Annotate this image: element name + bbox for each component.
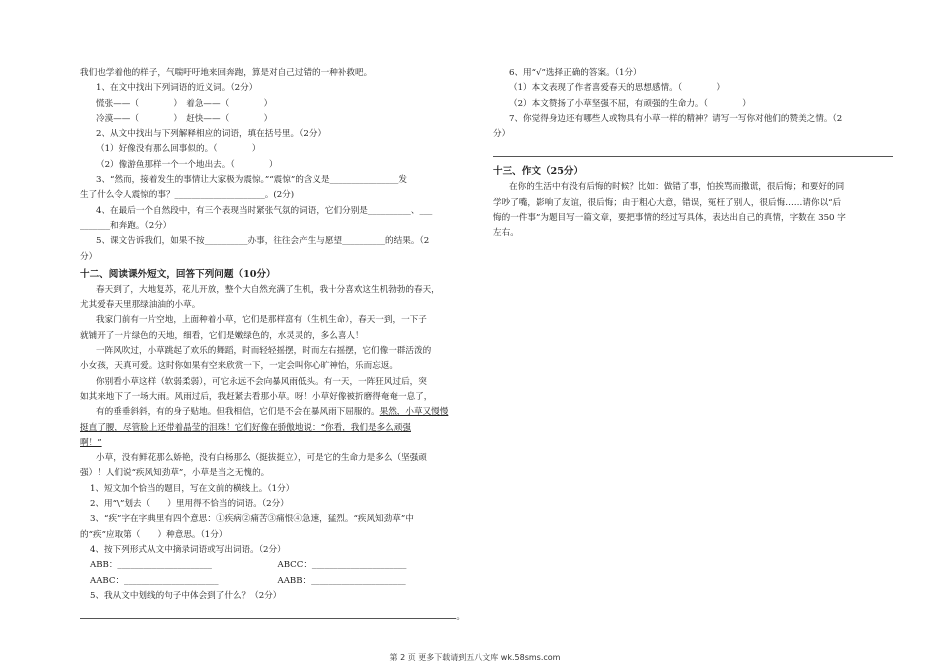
section-13-title: 十三、作文（25分）: [493, 166, 584, 178]
reading-question-line: 分）: [80, 251, 98, 262]
pattern-row: [80, 558, 465, 573]
pattern-aabc[interactable]: AABC：______________________: [90, 575, 219, 586]
reading-question-line: 2、用“\”划去（ ）里用得不恰当的词语。（2分）: [90, 499, 289, 510]
reading-question-line: 3、“疾”字在字典里有四个意思：①疾病②痛苦③痛恨④急速，猛烈。“疾风知劲草”中: [90, 514, 414, 525]
reading-question-line: 4、按下列形式从文中摘录词语或写出词语。（2分）: [90, 544, 286, 555]
reading-question-line: 2、从文中找出与下列解释相应的词语，填在括号里。（2分）: [96, 129, 327, 140]
reading-question-line: _______和奔跑。（2分）: [80, 220, 172, 231]
passage-line: 尤其爱春天里那绿油油的小草。: [80, 300, 201, 311]
pattern-abcc[interactable]: ABCC：______________________: [277, 560, 407, 571]
reading-question-line: 我们也学着他的样子，气喘吁吁地来回奔跑，算是对自己过错的一种补救吧。: [80, 68, 373, 78]
passage-line: 强）！人们说“疾风知劲草”，小草是当之无愧的。: [80, 468, 270, 479]
question-7-continued: 分）: [493, 129, 511, 140]
underlined-sentence: 果然，小草又慢慢: [379, 407, 449, 418]
passage-ending: [80, 451, 465, 482]
question-7: 7、你觉得身边还有哪些人或物具有小草一样的精神？请写一写你对他们的赞美之情。（2: [509, 113, 843, 124]
passage-paragraph-line: [80, 405, 465, 420]
reading-passage: [80, 283, 465, 405]
left-column: [80, 66, 465, 625]
reading-question-line: 1、在文中找出下列词语的近义词。（2分）: [96, 83, 258, 94]
answer-line-row: [80, 604, 465, 625]
section-12-title: 十二、阅读课外短文，回答下列问题（10分）: [80, 268, 276, 280]
question-6-option-1[interactable]: （1）本文表现了作者喜爱春天的思想感情。（ ）: [509, 83, 726, 94]
reading-questions-part2: [80, 482, 465, 558]
passage-line: 小女孩，天真可爱。这时你如果有空来欣赏一下，一定会叫你心旷神怡，乐而忘返。: [80, 361, 398, 372]
right-column: [493, 66, 893, 242]
reading-questions-part1: [80, 66, 465, 265]
passage-line: 你别看小草这样（软弱柔弱），可它永远不会向暴风雨低头。有一天，一阵狂风过后，突: [96, 376, 427, 387]
essay-prompt-line: 在你的生活中有没有后悔的时候？比如：做错了事，怕挨骂而撒谎，很后悔；和要好的同: [509, 182, 845, 193]
question-6: 6、用“√”选择正确的答案。（1分）: [509, 68, 642, 78]
pattern-row: [80, 574, 465, 589]
answer-line[interactable]: [493, 144, 893, 157]
essay-prompt-line: 学吵了嘴，影响了友谊，很后悔；由于粗心大意，错误，冤枉了别人，很后悔……请你以“后: [493, 197, 842, 208]
answer-line[interactable]: [80, 606, 456, 619]
reading-question-line: 冷漠——（ ） 赶快——（ ）: [96, 113, 273, 124]
reading-question-line: 4、在最后一个自然段中，有三个表现当时紧张气氛的词语，它们分别是__________、___: [96, 205, 433, 216]
question-6-option-2[interactable]: （2）本文赞扬了小草坚强不屈，有顽强的生命力。（ ）: [509, 98, 751, 109]
reading-question-line: 1、短文加个恰当的题目，写在文前的横线上。（1分）: [90, 483, 295, 494]
passage-line: 春天到了，大地复苏，花儿开放，整个大自然充满了生机，我十分喜欢这生机勃勃的春天，: [96, 284, 440, 295]
essay-prompt-line: 左右。: [493, 228, 519, 239]
reading-question-line: （1）好像没有那么回事似的。（ ）: [96, 144, 261, 155]
pattern-abb[interactable]: ABB：______________________: [90, 560, 212, 571]
passage-line: 一阵风吹过，小草跳起了欢乐的舞蹈，时而轻轻摇摆，时而左右摇摆，它们像一群活泼的: [96, 346, 432, 357]
reading-question-line: 生了什么令人震惊的事？_____________________。(2分): [80, 190, 295, 201]
question-5: 5、我从文中划线的句子中体会到了什么？（2分）: [90, 590, 282, 601]
reading-question-line: （2）像游鱼那样一个一个地出去。（ ）: [96, 159, 278, 170]
underlined-sentence: 挺直了腰，尽管脸上还带着晶莹的泪珠！它们好像在骄傲地说：“你看，我们是多么顽强: [80, 422, 411, 433]
essay-prompt-line: 悔的一件事”为题目写一篇文章，要把事情的经过写具体，表达出自己的真情，字数在 350 字: [493, 213, 846, 224]
reading-question-line: 3、“然而，接着发生的事情让大家极为震惊。”“震惊”的含义是________________发: [96, 175, 407, 186]
passage-line: 如其来地下了一场大雨。风雨过后，我赶紧去看那小草。呀！小草好像被折磨得奄奄一息了，: [80, 391, 433, 402]
reading-question-line: 的“疾”应取第（ ）种意思。（1分）: [80, 529, 228, 540]
passage-line: 就铺开了一片绿色的天地，细看，它们是嫩绿色的，水灵灵的，多么喜人！: [80, 330, 364, 341]
answer-end-mark: 。: [456, 611, 465, 622]
pattern-aabb[interactable]: AABB：______________________: [277, 575, 406, 586]
reading-question-line: 慌张——（ ） 着急——（ ）: [96, 98, 273, 109]
reading-question-line: 5、课文告诉我们，如果不按__________办事，往往会产生与愿望__________的结果。（2: [96, 236, 430, 247]
page-footer: 第 2 页 更多下载请到五八文库 wk.58sms.com: [389, 653, 561, 662]
passage-line: 我家门前有一片空地，上面种着小草，它们是那样富有（生机生命），春天一到，一下子: [96, 315, 427, 326]
underlined-sentence: 啊！”: [80, 437, 102, 448]
passage-line-lead: 有的垂垂斜斜，有的身子贴地。但我相信，它们是不会在暴风雨下屈服的。: [96, 407, 380, 418]
passage-line: 小草，没有鲜花那么娇艳，没有白杨那么（挺拔挺立），可是它的生命力是多么（坚强顽: [96, 453, 427, 464]
